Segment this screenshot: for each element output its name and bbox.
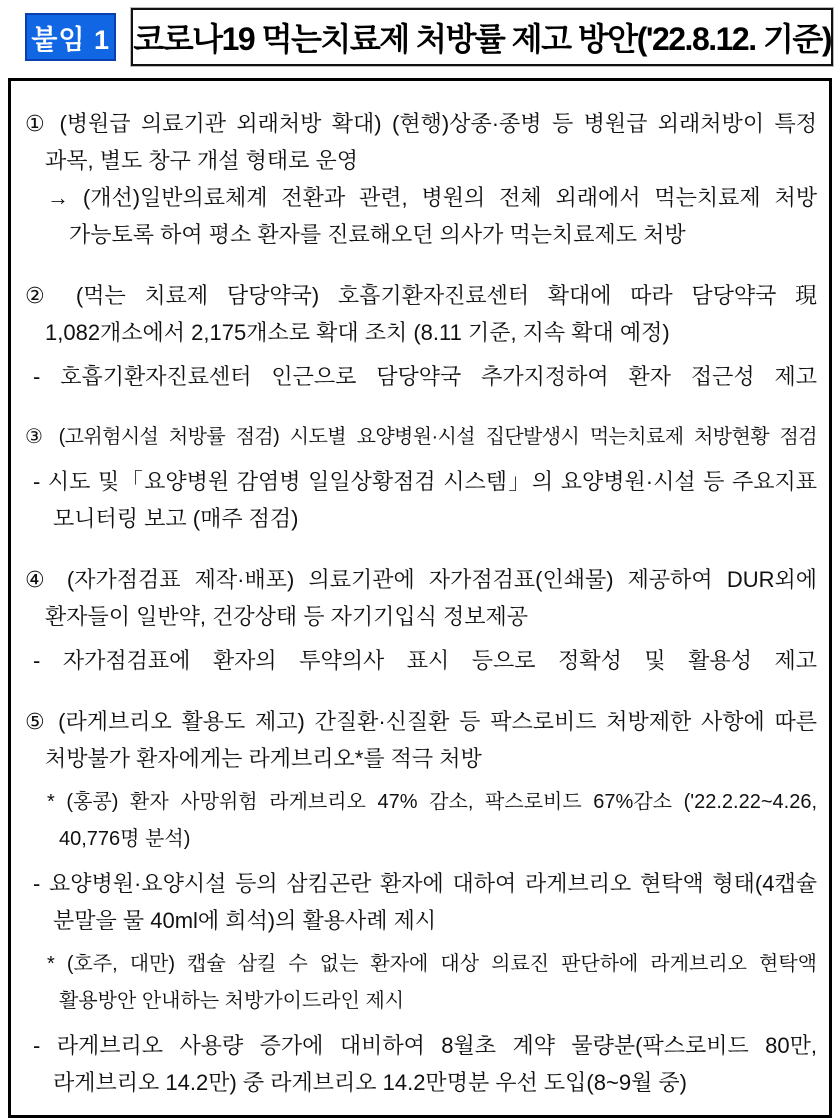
text-line-arrow: → (개선)일반의료체계 전환과 관련, 병원의 전체 외래에서 먹는치료제 처방 [47,185,817,210]
section-2 [19,277,817,395]
section-4 [19,561,817,679]
document-header [25,8,833,66]
page-title: 코로나19 먹는치료제 처방률 제고 방안('22.8.12. 기준) [133,21,831,57]
attachment-badge-label: 붙임 1 [31,24,111,55]
text-line: 처방불가 환자에게는 라게브리오*를 적극 처방 [45,746,482,771]
text-line: ③ (고위험시설 처방률 점검) 시도별 요양병원·시설 집단발생시 먹는치료제 처방현황 점검 [25,426,817,448]
text-line-footnote: 40,776명 분석) [59,828,191,850]
text-line-footnote: * (호주, 대만) 캡슐 삼킬 수 없는 환자에 대상 의료진 판단하에 라게브리오 현탁액 [47,953,817,975]
text-line: 모니터링 보고 (매주 점검) [53,506,299,531]
attachment-badge [25,13,116,61]
content-box [8,78,832,1118]
text-line: ④ (자가점검표 제작·배포) 의료기관에 자가점검표(인쇄물) 제공하여 DUR외에 [25,567,817,592]
text-line: 과목, 별도 창구 개설 형태로 운영 [45,148,358,173]
text-line-footnote: * (홍콩) 환자 사망위험 라게브리오 47% 감소, 팍스로비드 67%감소 ('22.2.22~4.26, [47,791,817,813]
section-3 [19,419,817,537]
text-line-dash: - 라게브리오 사용량 증가에 대비하여 8월초 계약 물량분(팍스로비드 80만, [33,1033,817,1058]
text-line: 가능토록 하여 평소 환자를 진료해오던 의사가 먹는치료제도 처방 [69,222,686,247]
text-line: 분말을 물 40ml에 희석)의 활용사례 제시 [53,908,437,933]
text-line: ② (먹는 치료제 담당약국) 호흡기환자진료센터 확대에 따라 담당약국 現 [25,283,817,308]
section-1 [19,105,817,253]
title-box [131,8,833,66]
text-line-dash: - 요양병원·요양시설 등의 삼킴곤란 환자에 대하여 라게브리오 현탁액 형태(4캡슐 [33,871,817,896]
text-line: 라게브리오 14.2만) 중 라게브리오 14.2만명분 우선 도입(8~9월 중) [53,1070,688,1095]
text-line-dash: - 시도 및「요양병원 감염병 일일상황점검 시스템」의 요양병원·시설 등 주요지표 [33,469,817,494]
section-5 [19,703,817,1101]
text-line-dash: - 자가점검표에 환자의 투약의사 표시 등으로 정확성 및 활용성 제고 [33,648,817,673]
text-line: 1,082개소에서 2,175개소로 확대 조치 (8.11 기준, 지속 확대 예정) [45,320,670,345]
text-line: ① (병원급 의료기관 외래처방 확대) (현행)상종·종병 등 병원급 외래처방이 특정 [25,111,817,136]
text-line: ⑤ (라게브리오 활용도 제고) 간질환·신질환 등 팍스로비드 처방제한 사항에 따른 [25,709,817,734]
text-line-footnote: 활용방안 안내하는 처방가이드라인 제시 [59,990,405,1012]
text-line-dash: - 호흡기환자진료센터 인근으로 담당약국 추가지정하여 환자 접근성 제고 [33,364,817,389]
text-line: 환자들이 일반약, 건강상태 등 자기기입식 정보제공 [45,604,528,629]
